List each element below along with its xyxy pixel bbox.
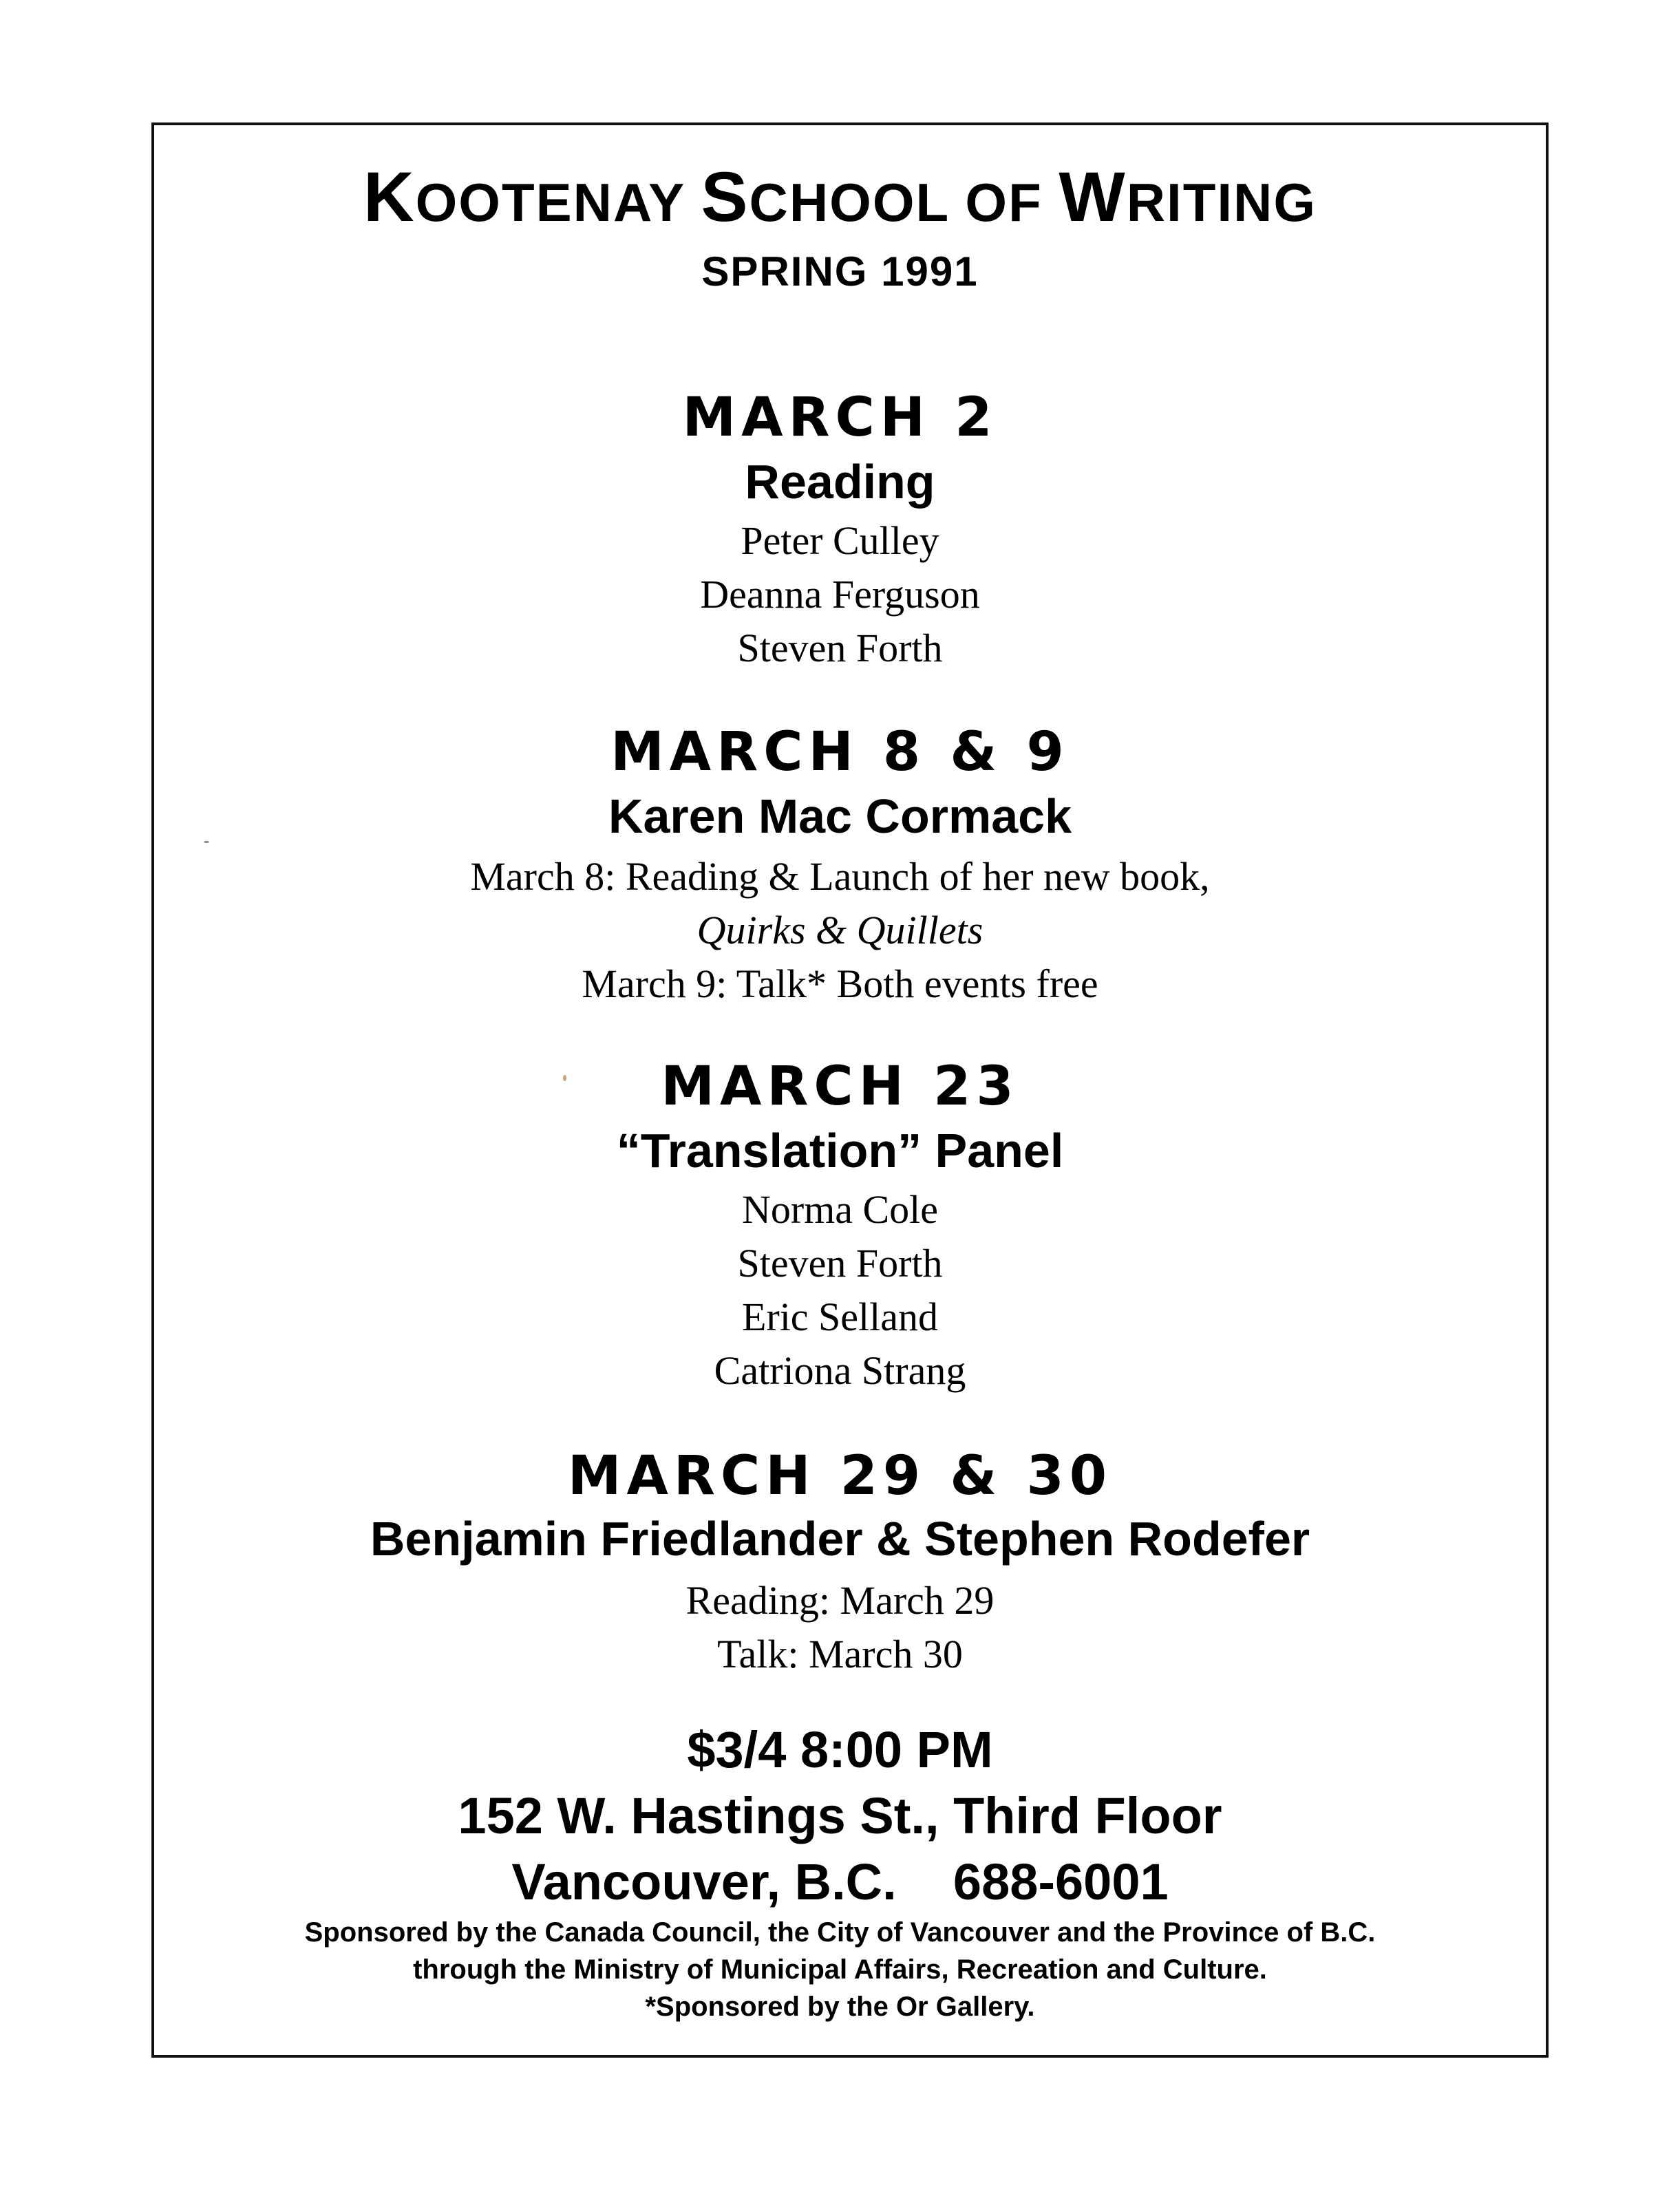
venue-address: 152 W. Hastings St., Third Floor [458, 1787, 1222, 1844]
event-detail-line: March 9: Talk* Both events free [582, 961, 1098, 1006]
title-initial-s: S [701, 158, 749, 236]
scan-speck [563, 1075, 566, 1081]
panelist-name: Norma Cole [741, 1187, 939, 1232]
performer-name: Deanna Ferguson [700, 572, 980, 617]
event-title: Benjamin Friedlander & Stephen Rodefer [370, 1512, 1310, 1566]
event-detail-line: Talk: March 30 [717, 1632, 963, 1676]
sponsor-line: Sponsored by the Canada Council, the City of Vancouver and the Province of B.C. [304, 1917, 1376, 1948]
title-initial-k: K [363, 158, 416, 236]
title-word-school-of: CHOOL OF [749, 172, 1059, 233]
event-title: Karen Mac Cormack [608, 789, 1072, 843]
title-word-kootenay: OOTENAY [415, 172, 701, 233]
panelist-name: Catriona Strang [714, 1348, 966, 1393]
performer-name: Steven Forth [737, 626, 943, 670]
panelist-name: Eric Selland [741, 1294, 939, 1339]
event-date: MARCH 29 & 30 [567, 1445, 1113, 1507]
sponsor-line: through the Ministry of Municipal Affairs, Recreation and Culture. [413, 1954, 1267, 1985]
season-label: SPRING 1991 [701, 248, 979, 295]
event-date: MARCH 23 [661, 1056, 1019, 1118]
event-title: “Translation” Panel [616, 1124, 1064, 1177]
panelist-name: Steven Forth [737, 1241, 943, 1286]
event-title: Reading [745, 455, 935, 509]
event-detail-line: March 8: Reading & Launch of her new book, [470, 854, 1210, 899]
event-date: MARCH 2 [682, 387, 998, 449]
sponsor-footnote: *Sponsored by the Or Gallery. [645, 1992, 1035, 2022]
title-word-writing: RITING [1126, 172, 1317, 233]
performer-name: Peter Culley [741, 518, 939, 563]
scan-speck [204, 841, 209, 843]
event-detail-line: Reading: March 29 [685, 1578, 995, 1623]
school-title [0, 157, 1680, 237]
city-and-phone: Vancouver, B.C. 688-6001 [511, 1853, 1169, 1910]
price-and-time: $3/4 8:00 PM [687, 1721, 993, 1778]
event-date: MARCH 8 & 9 [610, 721, 1070, 783]
book-title: Quirks & Quillets [697, 908, 983, 952]
title-initial-w: W [1059, 158, 1127, 236]
